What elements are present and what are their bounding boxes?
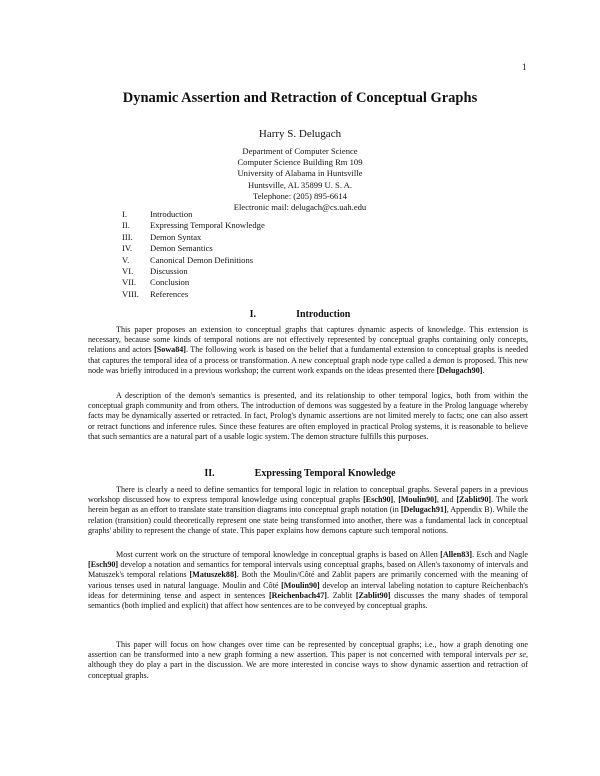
toc-label: Conclusion	[150, 277, 190, 288]
toc-number: VI.	[122, 266, 134, 277]
text-run: , and	[436, 495, 457, 505]
toc-number: V.	[122, 254, 130, 265]
citation: [Esch90]	[88, 560, 119, 570]
toc-label: Demon Semantics	[150, 243, 213, 254]
toc-label: Discussion	[150, 266, 188, 277]
citation: [Sowa84]	[154, 345, 187, 355]
toc-item	[122, 266, 265, 277]
section-heading-temporal	[0, 468, 600, 479]
citation: [Allen83]	[440, 550, 473, 559]
toc-number: III.	[122, 231, 133, 242]
citation: [Reichenbach47]	[268, 590, 327, 600]
toc-item	[122, 289, 265, 300]
page-number: 1	[522, 62, 527, 72]
citation: [Moulin90]	[398, 495, 437, 505]
section-title: Expressing Temporal Knowledge	[254, 468, 396, 479]
text-run: is proposed. This new node was briefly introduced in a previous workshop; the current work expands on the ideas presented there	[88, 355, 528, 375]
text-run: . Zablit	[326, 590, 356, 600]
toc-item	[122, 232, 265, 243]
toc-item	[122, 220, 265, 231]
text-run: Most current work on the structure of temporal knowledge in conceptual graphs is based on Allen	[116, 550, 441, 559]
text-run: This paper proposes an extension to conceptual graphs that captures dynamic aspects of knowledge. This extension is necessary, because some kinds of temporal notions are not effectively represented by conceptual graphs containing only concepts, relations and actors	[88, 325, 528, 355]
citation: [Moulin90]	[281, 580, 320, 590]
citation: [Zablit90]	[355, 590, 391, 600]
toc-number: VII.	[122, 277, 137, 288]
author-affiliation	[0, 146, 600, 213]
text-run: ,	[393, 495, 399, 505]
toc-label: Demon Syntax	[150, 231, 202, 242]
toc-label: Expressing Temporal Knowledge	[150, 220, 265, 231]
toc-number: IV.	[122, 243, 133, 254]
text-run: discusses the many shades of temporal semantics (both implied and explicit) that affect how sentences are to be conveyed by conceptual graphs.	[88, 590, 528, 611]
emphasis: demon	[433, 355, 455, 365]
section-title: Introduction	[296, 309, 351, 320]
temporal-paragraph-1	[88, 485, 528, 536]
text-run: develop an interval labeling notation to capture Reichenbach's ideas for determining tense and aspect in sentences	[88, 580, 529, 600]
affiliation-line: Huntsville, AL 35899 U. S. A.	[247, 179, 352, 190]
affiliation-line: Computer Science Building Rm 109	[237, 157, 363, 168]
affiliation-line: Telephone: (205) 895-6614	[253, 190, 347, 201]
citation: [Delugach90]	[436, 365, 483, 375]
toc-item	[122, 277, 265, 288]
citation: [Delugach91]	[400, 505, 447, 515]
text-run: , although they do play a part in the discussion. We are more interested in concise ways to show dynamic assertion and retraction of conceptual graphs.	[88, 650, 529, 680]
text-run: develop a notation and semantics for temporal intervals using conceptual graphs, based on Allen's taxonomy of intervals and Matuszek's temporal relations	[88, 560, 528, 580]
text-run: , Appendix B). While the relation (transition) could theoretically represent one state being transformed into another, there was a fundamental lack in conceptual graphs' ability to represent the change of state. This paper explains how demons capture such temporal notions.	[88, 505, 529, 535]
citation: [Matuszek88]	[189, 570, 237, 580]
table-of-contents	[122, 209, 265, 300]
toc-number: I.	[122, 209, 128, 219]
text-run: .	[482, 365, 485, 375]
affiliation-line: Department of Computer Science	[242, 146, 358, 156]
intro-paragraph-2: A description of the demon's semantics is presented, and its relationship to other temporal logics, both from within the conceptual graph community and from others. The introduction of demons was suggested by a feature in the Prolog language whereby facts may be dynamically asserted or retracted. In fact, Prolog's dynamic assertions are not limited merely to facts; one can also assert or retract functions and inference rules. Since these features are often employed in practical Prolog systems, it is reasonable to believe that such semantics are a natural part of a usable logic system. The demon structure fulfills this purposes.	[88, 391, 528, 441]
toc-item	[122, 255, 265, 266]
section-number: I.	[249, 309, 257, 320]
temporal-paragraph-2	[88, 550, 528, 611]
temporal-paragraph-3	[88, 640, 528, 681]
toc-number: II.	[122, 220, 130, 231]
toc-label: References	[150, 288, 189, 299]
citation: [Zablit90]	[456, 495, 492, 505]
author-name: Harry S. Delugach	[258, 128, 342, 140]
toc-label: Introduction	[150, 209, 193, 219]
toc-label: Canonical Demon Definitions	[150, 254, 254, 265]
text-run: This paper will focus on how changes over time can be represented by conceptual graphs; i.e., how a graph denoting one assertion can be transformed into a new graph forming a new assertion. This paper is not concerned with temporal intervals	[88, 640, 528, 660]
toc-number: VIII.	[122, 288, 139, 299]
toc-item	[122, 209, 265, 220]
section-number: II.	[204, 468, 215, 479]
section-heading-introduction	[0, 309, 600, 320]
paper-title: Dynamic Assertion and Retraction of Conceptual Graphs	[122, 90, 478, 106]
intro-paragraph-1	[88, 325, 528, 376]
affiliation-line: Electronic mail: delugach@cs.uah.edu	[233, 202, 367, 213]
text-run: . Both the Moulin/Côté and Zablit papers are primarily concerned with the meaning of various tenses used in natural language. Moulin and Côté	[88, 570, 528, 590]
text-run: . The following work is based on the belief that a fundamental extension to conceptual graphs is needed that captures the temporal idea of a process or transformation. A new conceptual graph node type called a	[88, 345, 528, 365]
citation: [Esch90]	[363, 495, 394, 505]
text-run: There is clearly a need to define semantics for temporal logic in relation to conceptual graphs. Several papers in a previous workshop discussed how to express temporal knowledge using conceptual graphs	[88, 485, 528, 505]
text-run: . The work herein began as an effort to translate state transition diagrams into conceptual graph notation (in	[88, 495, 528, 515]
text-run: . Esch and Nagle	[472, 550, 528, 559]
affiliation-line: University of Alabama in Huntsville	[237, 168, 363, 179]
emphasis: per se	[505, 650, 526, 660]
toc-item	[122, 243, 265, 254]
